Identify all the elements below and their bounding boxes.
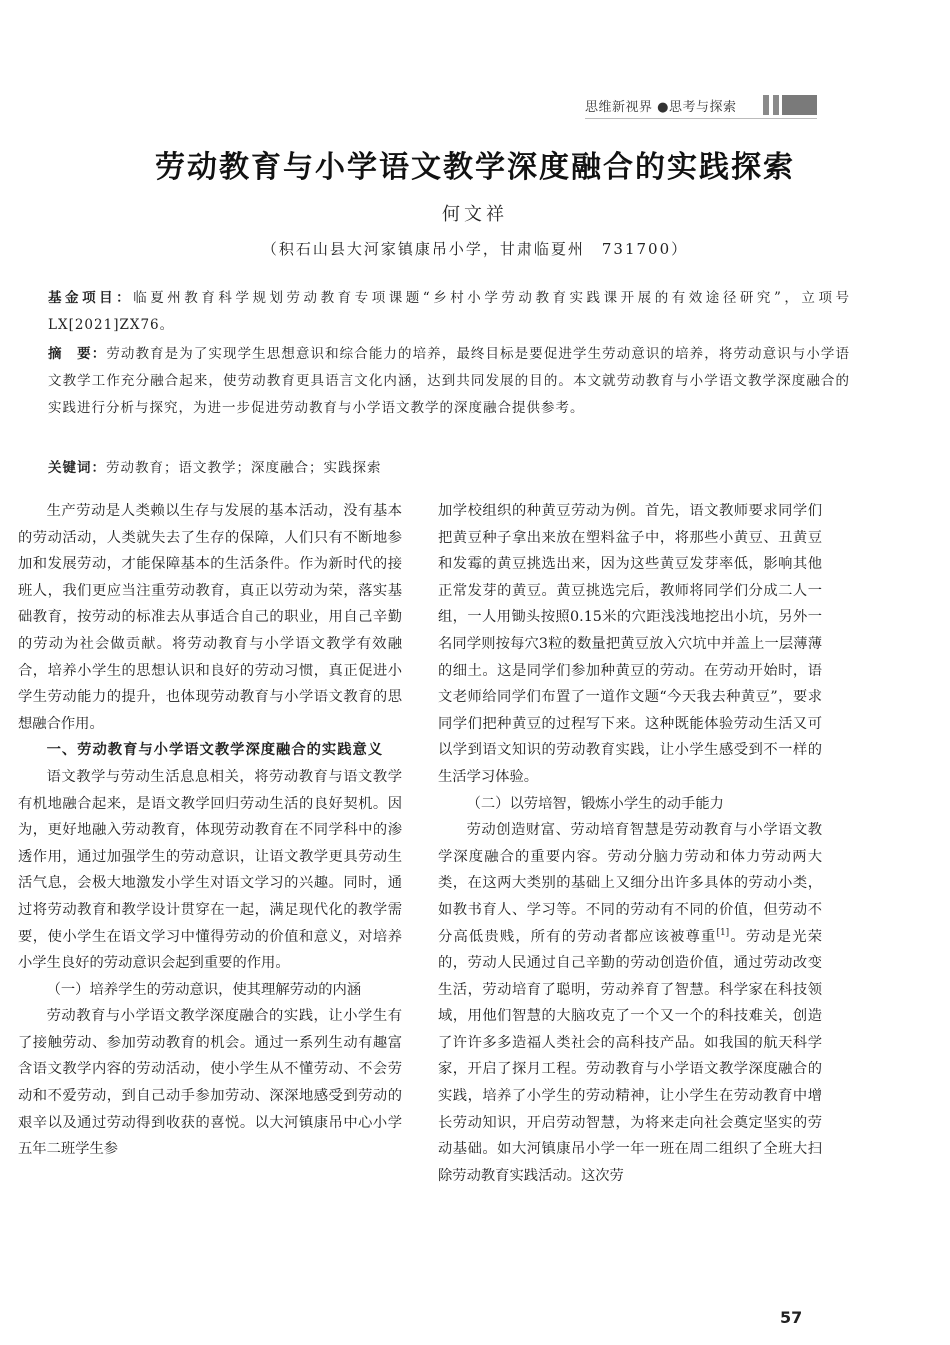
citation-ref[interactable]: [1] (716, 927, 730, 938)
header-decor-bar (763, 95, 769, 115)
fund-label: 基金项目： (48, 290, 134, 306)
page-number: 57 (780, 1308, 803, 1327)
fund-info (18, 285, 850, 339)
body-paragraph: 生产劳动是人类赖以生存与发展的基本活动，没有基本的劳动活动，人类就失去了生存的保障，人们只有不断地参加和发展劳动，才能保障基本的生活条件。作为新时代的接班人，我们更应当注重劳动教育，真正以劳动为荣，落实基础教育，按劳动的标准去从事适合自己的职业，用自己辛勤的劳动为社会做贡献。将劳动教育与小学语文教学有效融合，培养小学生的思想认识和良好的劳动习惯，真正促进小学生劳动能力的提升，也体现劳动教育与小学语文教育的思想融合作用。 (18, 503, 402, 732)
keywords-text: 劳动教育；语文教学；深度融合；实践探索 (106, 460, 382, 476)
abstract (18, 341, 850, 422)
header-decor-bar (773, 95, 779, 115)
keywords-label: 关键词： (48, 460, 106, 476)
body-paragraph: 语文教学与劳动生活息息相关，将劳动教育与语文教学有机地融合起来，是语文教学回归劳动生活的良好契机。因为，更好地融入劳动教育，体现劳动教育在不同学科中的渗透作用，通过加强学生的劳动意识，让语文教学更具劳动生活气息，会极大地激发小学生对语文学习的兴趣。同时，通过将劳动教育和教学设计贯穿在一起，满足现代化的教学需要，使小学生在语文学习中懂得劳动的价值和意义，对培养小学生良好的劳动意识会起到重要的作用。 (18, 768, 402, 972)
section-heading: 一、劳动教育与小学语文教学深度融合的实践意义 (46, 742, 384, 759)
fund-text: 临夏州教育科学规划劳动教育专项课题“乡村小学劳动教育实践课开展的有效途径研究”，立项号LX[2021]ZX76。 (48, 290, 850, 333)
abstract-label: 摘 要： (48, 346, 107, 362)
article-title: 劳动教育与小学语文教学深度融合的实践探索 (155, 150, 795, 185)
author-affiliation: （积石山县大河家镇康吊小学，甘肃临夏州 731700） (261, 240, 689, 258)
body-text: 。劳动是光荣的，劳动人民通过自己辛勤的劳动创造价值，通过劳动改变生活，劳动培育了聪明，劳动养育了智慧。科学家在科技领域，用他们智慧的大脑攻克了一个又一个的科技难关，创造了许许多多造福人类社会的高科技产品。如我国的航天科学家，开启了探月工程。劳动教育与小学语文教学深度融合的实践，培养了小学生的劳动精神，让小学生在劳动教育中增长劳动知识，开启劳动智慧，为将来走向社会奠定坚实的劳动基础。如大河镇康吊小学一年一班在周二组织了全班大扫除劳动教育实践活动。这次劳 (438, 928, 822, 1184)
body-paragraph: 劳动教育与小学语文教学深度融合的实践，让小学生有了接触劳动、参加劳动教育的机会。通过一系列生动有趣富含语文教学内容的劳动活动，使小学生从不懂劳动、不会劳动和不爱劳动，到自己动手参加劳动、深深地感受到劳动的艰辛以及通过劳动得到收获的喜悦。以大河镇康吊中心小学五年二班学生参 (18, 1008, 402, 1158)
subsection-heading: （二）以劳培智，锻炼小学生的动手能力 (466, 795, 724, 812)
body-paragraph (438, 817, 822, 1189)
abstract-text: 劳动教育是为了实现学生思想意识和综合能力的培养，最终目标是要促进学生劳动意识的培养，将劳动意识与小学语文教学工作充分融合起来，使劳动教育更具语言文化内涵，达到共同发展的目的。本文就劳动教育与小学语文教学深度融合的实践进行分析与探究，为进一步促进劳动教育与小学语文教学的深度融合提供参考。 (48, 346, 851, 416)
body-column-left (18, 498, 402, 1163)
running-header-text: 思维新视界 ●思考与探索 (585, 100, 737, 115)
article-author: 何文祥 (442, 204, 508, 225)
header-decor-block (782, 95, 817, 115)
body-text: 劳动创造财富、劳动培育智慧是劳动教育与小学语文教学深度融合的重要内容。劳动分脑力劳动和体力劳动两大类，在这两大类别的基础上又细分出许多具体的劳动小类，如教书育人、学习等。不同的劳动有不同的价值，但劳动不分高低贵贱，所有的劳动者都应该被尊重 (438, 822, 822, 945)
header-rule (585, 118, 817, 119)
subsection-heading: （一）培养学生的劳动意识，使其理解劳动的内涵 (46, 981, 362, 998)
body-paragraph-continued: 加学校组织的种黄豆劳动为例。首先，语文教师要求同学们把黄豆种子拿出来放在塑料盆子中，将那些小黄豆、丑黄豆和发霉的黄豆挑选出来，因为这些黄豆发芽率低，影响其他正常发芽的黄豆。黄豆挑选完后，教师将同学们分成二人一组，一人用锄头按照0.15米的穴距浅浅地挖出小坑，另外一名同学则按每穴3粒的数量把黄豆放入穴坑中并盖上一层薄薄的细土。这是同学们参加种黄豆的劳动。在劳动开始时，语文老师给同学们布置了一道作文题“今天我去种黄豆”，要求同学们把种黄豆的过程写下来。这种既能体验劳动生活又可以学到语文知识的劳动教育实践，让小学生感受到不一样的生活学习体验。 (438, 503, 822, 785)
keywords (18, 455, 850, 482)
body-column-right (438, 498, 822, 1189)
running-header (585, 95, 817, 115)
